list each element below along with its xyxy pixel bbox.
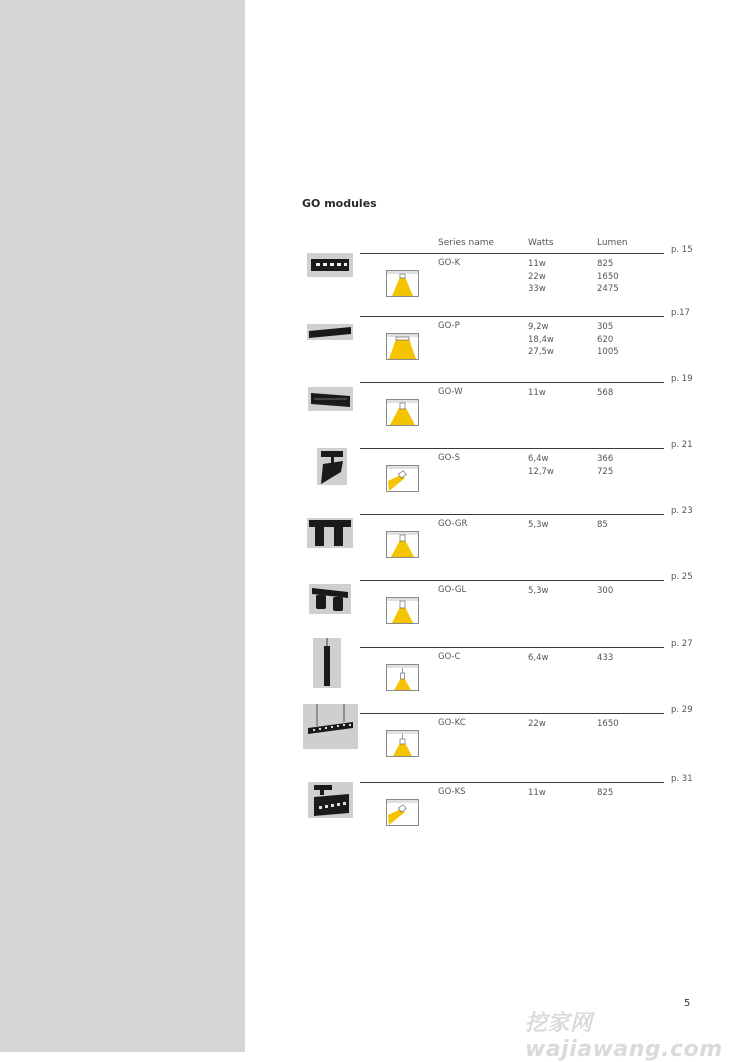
watts-value: 12,7w [528, 466, 554, 477]
page-reference: p. 29 [671, 705, 693, 715]
page-number: 5 [684, 998, 691, 1009]
lumen-value: 366 [597, 454, 614, 464]
lumen-values [597, 258, 619, 296]
product-image-go-s [317, 448, 347, 485]
watermark: 挖家网 wajiawang.com [525, 1011, 723, 1062]
watts-values [528, 718, 546, 731]
product-image-go-ks [308, 782, 353, 818]
beam-angle-icon [386, 399, 419, 426]
row-divider [360, 382, 664, 383]
product-image-go-kc [303, 704, 358, 749]
beam-angle-icon [386, 465, 419, 492]
lumen-value: 1650 [597, 719, 619, 729]
lumen-value: 433 [597, 653, 614, 663]
lumen-value: 1005 [597, 347, 619, 357]
watts-values [528, 519, 548, 532]
watts-value: 11w [528, 788, 546, 798]
series-name: GO-KC [438, 718, 466, 728]
product-row-go-s [0, 440, 744, 514]
lumen-value: 2475 [597, 284, 619, 294]
watts-values [528, 453, 554, 478]
watts-value: 5,3w [528, 520, 549, 530]
row-divider [360, 713, 664, 714]
beam-angle-icon [386, 799, 419, 826]
page-title: GO modules [302, 197, 377, 210]
lumen-values [597, 453, 613, 478]
page-reference: p. 31 [671, 774, 693, 784]
lumen-values [597, 387, 613, 400]
series-name: GO-KS [438, 787, 466, 797]
page-reference: p.17 [671, 308, 690, 318]
beam-angle-icon [386, 270, 419, 297]
watts-value: 11w [528, 259, 546, 269]
product-image-go-k [307, 253, 353, 277]
lumen-value: 620 [597, 334, 614, 345]
series-name: GO-W [438, 387, 463, 397]
lumen-value: 825 [597, 259, 614, 269]
lumen-values [597, 585, 613, 598]
product-image-go-gr [307, 518, 353, 548]
row-divider [360, 580, 664, 581]
watts-values [528, 321, 554, 359]
watts-value: 22w [528, 719, 546, 729]
product-image-go-w [308, 387, 353, 411]
watts-value: 5,3w [528, 586, 549, 596]
product-row-go-w [0, 374, 744, 448]
watts-values [528, 652, 548, 665]
lumen-values [597, 718, 619, 731]
row-divider [360, 514, 664, 515]
row-divider [360, 647, 664, 648]
page-reference: p. 27 [671, 639, 693, 649]
watts-values [528, 585, 548, 598]
header-lumen: Lumen [597, 238, 628, 248]
product-row-go-gr [0, 506, 744, 580]
watts-values [528, 387, 546, 400]
beam-angle-icon [386, 333, 419, 360]
header-watts: Watts [528, 238, 554, 248]
lumen-values [597, 652, 613, 665]
lumen-value: 300 [597, 586, 614, 596]
product-row-go-c [0, 639, 744, 713]
lumen-values [597, 321, 619, 359]
lumen-value: 725 [597, 466, 614, 477]
series-name: GO-P [438, 321, 460, 331]
lumen-values [597, 519, 608, 532]
product-row-go-kc [0, 705, 744, 779]
series-name: GO-GL [438, 585, 467, 595]
watts-values [528, 258, 546, 296]
lumen-values [597, 787, 613, 800]
page-reference: p. 25 [671, 572, 693, 582]
watts-value: 6,4w [528, 653, 549, 663]
product-row-go-gl [0, 572, 744, 646]
beam-angle-icon [386, 664, 419, 691]
beam-angle-icon [386, 531, 419, 558]
product-image-go-p [307, 324, 353, 340]
watts-value: 18,4w [528, 334, 554, 345]
lumen-value: 85 [597, 520, 608, 530]
lumen-value: 568 [597, 388, 614, 398]
series-name: GO-GR [438, 519, 468, 529]
product-row-go-p [0, 308, 744, 382]
lumen-value: 825 [597, 788, 614, 798]
watts-value: 33w [528, 284, 546, 294]
watts-value: 22w [528, 271, 546, 282]
series-name: GO-K [438, 258, 461, 268]
watts-value: 27,5w [528, 347, 554, 357]
beam-angle-icon [386, 730, 419, 757]
product-row-go-k [0, 245, 744, 319]
watts-value: 6,4w [528, 454, 549, 464]
lumen-value: 305 [597, 322, 614, 332]
page-reference: p. 19 [671, 374, 693, 384]
beam-angle-icon [386, 597, 419, 624]
row-divider [360, 782, 664, 783]
page-reference: p. 23 [671, 506, 693, 516]
watts-value: 11w [528, 388, 546, 398]
header-series-name: Series name [438, 238, 495, 248]
page-reference: p. 21 [671, 440, 693, 450]
watts-value: 9,2w [528, 322, 549, 332]
product-image-go-gl [309, 584, 351, 614]
product-row-go-ks [0, 774, 744, 848]
row-divider [360, 253, 664, 254]
product-image-go-c [313, 638, 341, 688]
lumen-value: 1650 [597, 271, 619, 282]
row-divider [360, 448, 664, 449]
page-reference: p. 15 [671, 245, 693, 255]
series-name: GO-C [438, 652, 461, 662]
series-name: GO-S [438, 453, 460, 463]
watts-values [528, 787, 546, 800]
row-divider [360, 316, 664, 317]
